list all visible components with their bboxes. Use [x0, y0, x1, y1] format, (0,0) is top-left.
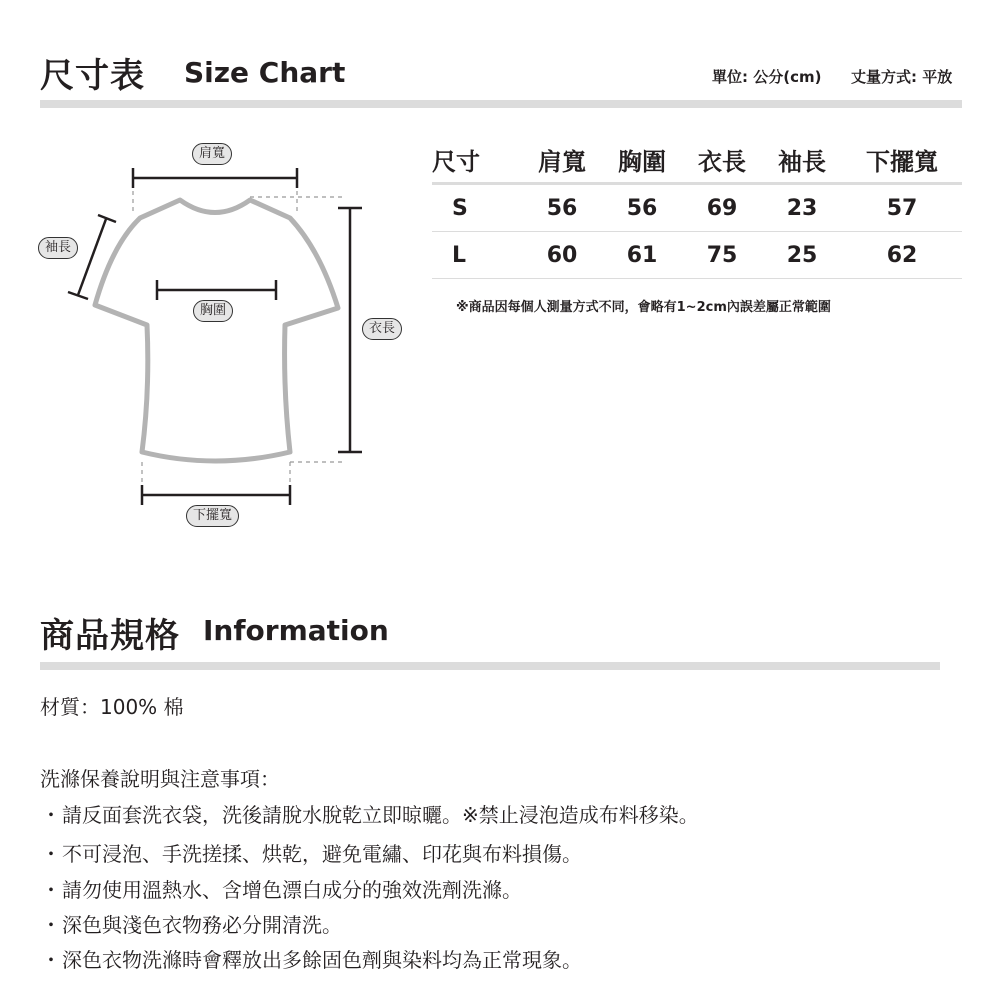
sleeve-label: 袖長 [38, 237, 78, 259]
bullet: ・ [41, 913, 61, 937]
info-title-en: Information [203, 614, 389, 647]
tshirt-outline [95, 200, 338, 461]
material-text: 材質：100% 棉 [40, 695, 184, 719]
header-sleeve: 袖長 [762, 136, 842, 184]
bullet: ・ [41, 948, 61, 972]
header-hem: 下擺寬 [842, 136, 962, 184]
list-item [40, 799, 699, 828]
size-table-header-row [432, 136, 962, 184]
table-row [432, 184, 962, 232]
care-item-text: 不可浸泡、手洗搓揉、烘乾，避免電繡、印花與布料損傷。 [62, 842, 582, 866]
table-cell: 62 [842, 232, 962, 279]
chest-label: 胸圍 [193, 300, 233, 322]
care-item-text: 深色與淺色衣物務必分開清洗。 [62, 913, 342, 937]
bullet: ・ [41, 842, 61, 866]
care-item-text: 請反面套洗衣袋，洗後請脫水脫乾立即晾曬。※禁止浸泡造成布料移染。 [62, 803, 699, 827]
care-item-text: 深色衣物洗滌時會釋放出多餘固色劑與染料均為正常現象。 [62, 948, 582, 972]
table-cell: 23 [762, 184, 842, 232]
size-chart-title-en: Size Chart [184, 56, 346, 89]
table-cell: 57 [842, 184, 962, 232]
size-table [432, 136, 962, 279]
tshirt-diagram [0, 130, 420, 530]
list-item [40, 944, 582, 973]
measurement-note: ※商品因每個人測量方式不同，會略有1~2cm內誤差屬正常範圍 [456, 300, 831, 315]
unit-label: 單位: 公分(cm) [712, 68, 822, 86]
header-size: 尺寸 [432, 136, 522, 184]
table-cell: 60 [522, 232, 602, 279]
header-length: 衣長 [682, 136, 762, 184]
length-label: 衣長 [362, 318, 402, 340]
size-chart-title-cn: 尺寸表 [40, 56, 145, 96]
bullet: ・ [41, 878, 61, 902]
table-cell: 56 [522, 184, 602, 232]
header-chest: 胸圍 [602, 136, 682, 184]
table-cell: S [432, 184, 522, 232]
table-cell: 69 [682, 184, 762, 232]
info-title-cn: 商品規格 [40, 616, 180, 656]
shoulder-label: 肩寬 [192, 143, 232, 165]
care-item-text: 請勿使用溫熱水、含增色漂白成分的強效洗劑洗滌。 [62, 878, 522, 902]
info-divider [40, 662, 940, 670]
size-chart-divider [40, 100, 962, 108]
table-cell: 75 [682, 232, 762, 279]
list-item [40, 874, 522, 903]
header-shoulder: 肩寬 [522, 136, 602, 184]
table-cell: 25 [762, 232, 842, 279]
method-label: 丈量方式: 平放 [851, 68, 953, 86]
care-heading: 洗滌保養說明與注意事項： [40, 767, 280, 791]
table-cell: 61 [602, 232, 682, 279]
table-cell: L [432, 232, 522, 279]
table-cell: 56 [602, 184, 682, 232]
bullet: ・ [41, 803, 61, 827]
hem-label: 下擺寬 [186, 505, 239, 527]
table-row [432, 232, 962, 279]
list-item [40, 909, 342, 938]
list-item [40, 838, 582, 867]
